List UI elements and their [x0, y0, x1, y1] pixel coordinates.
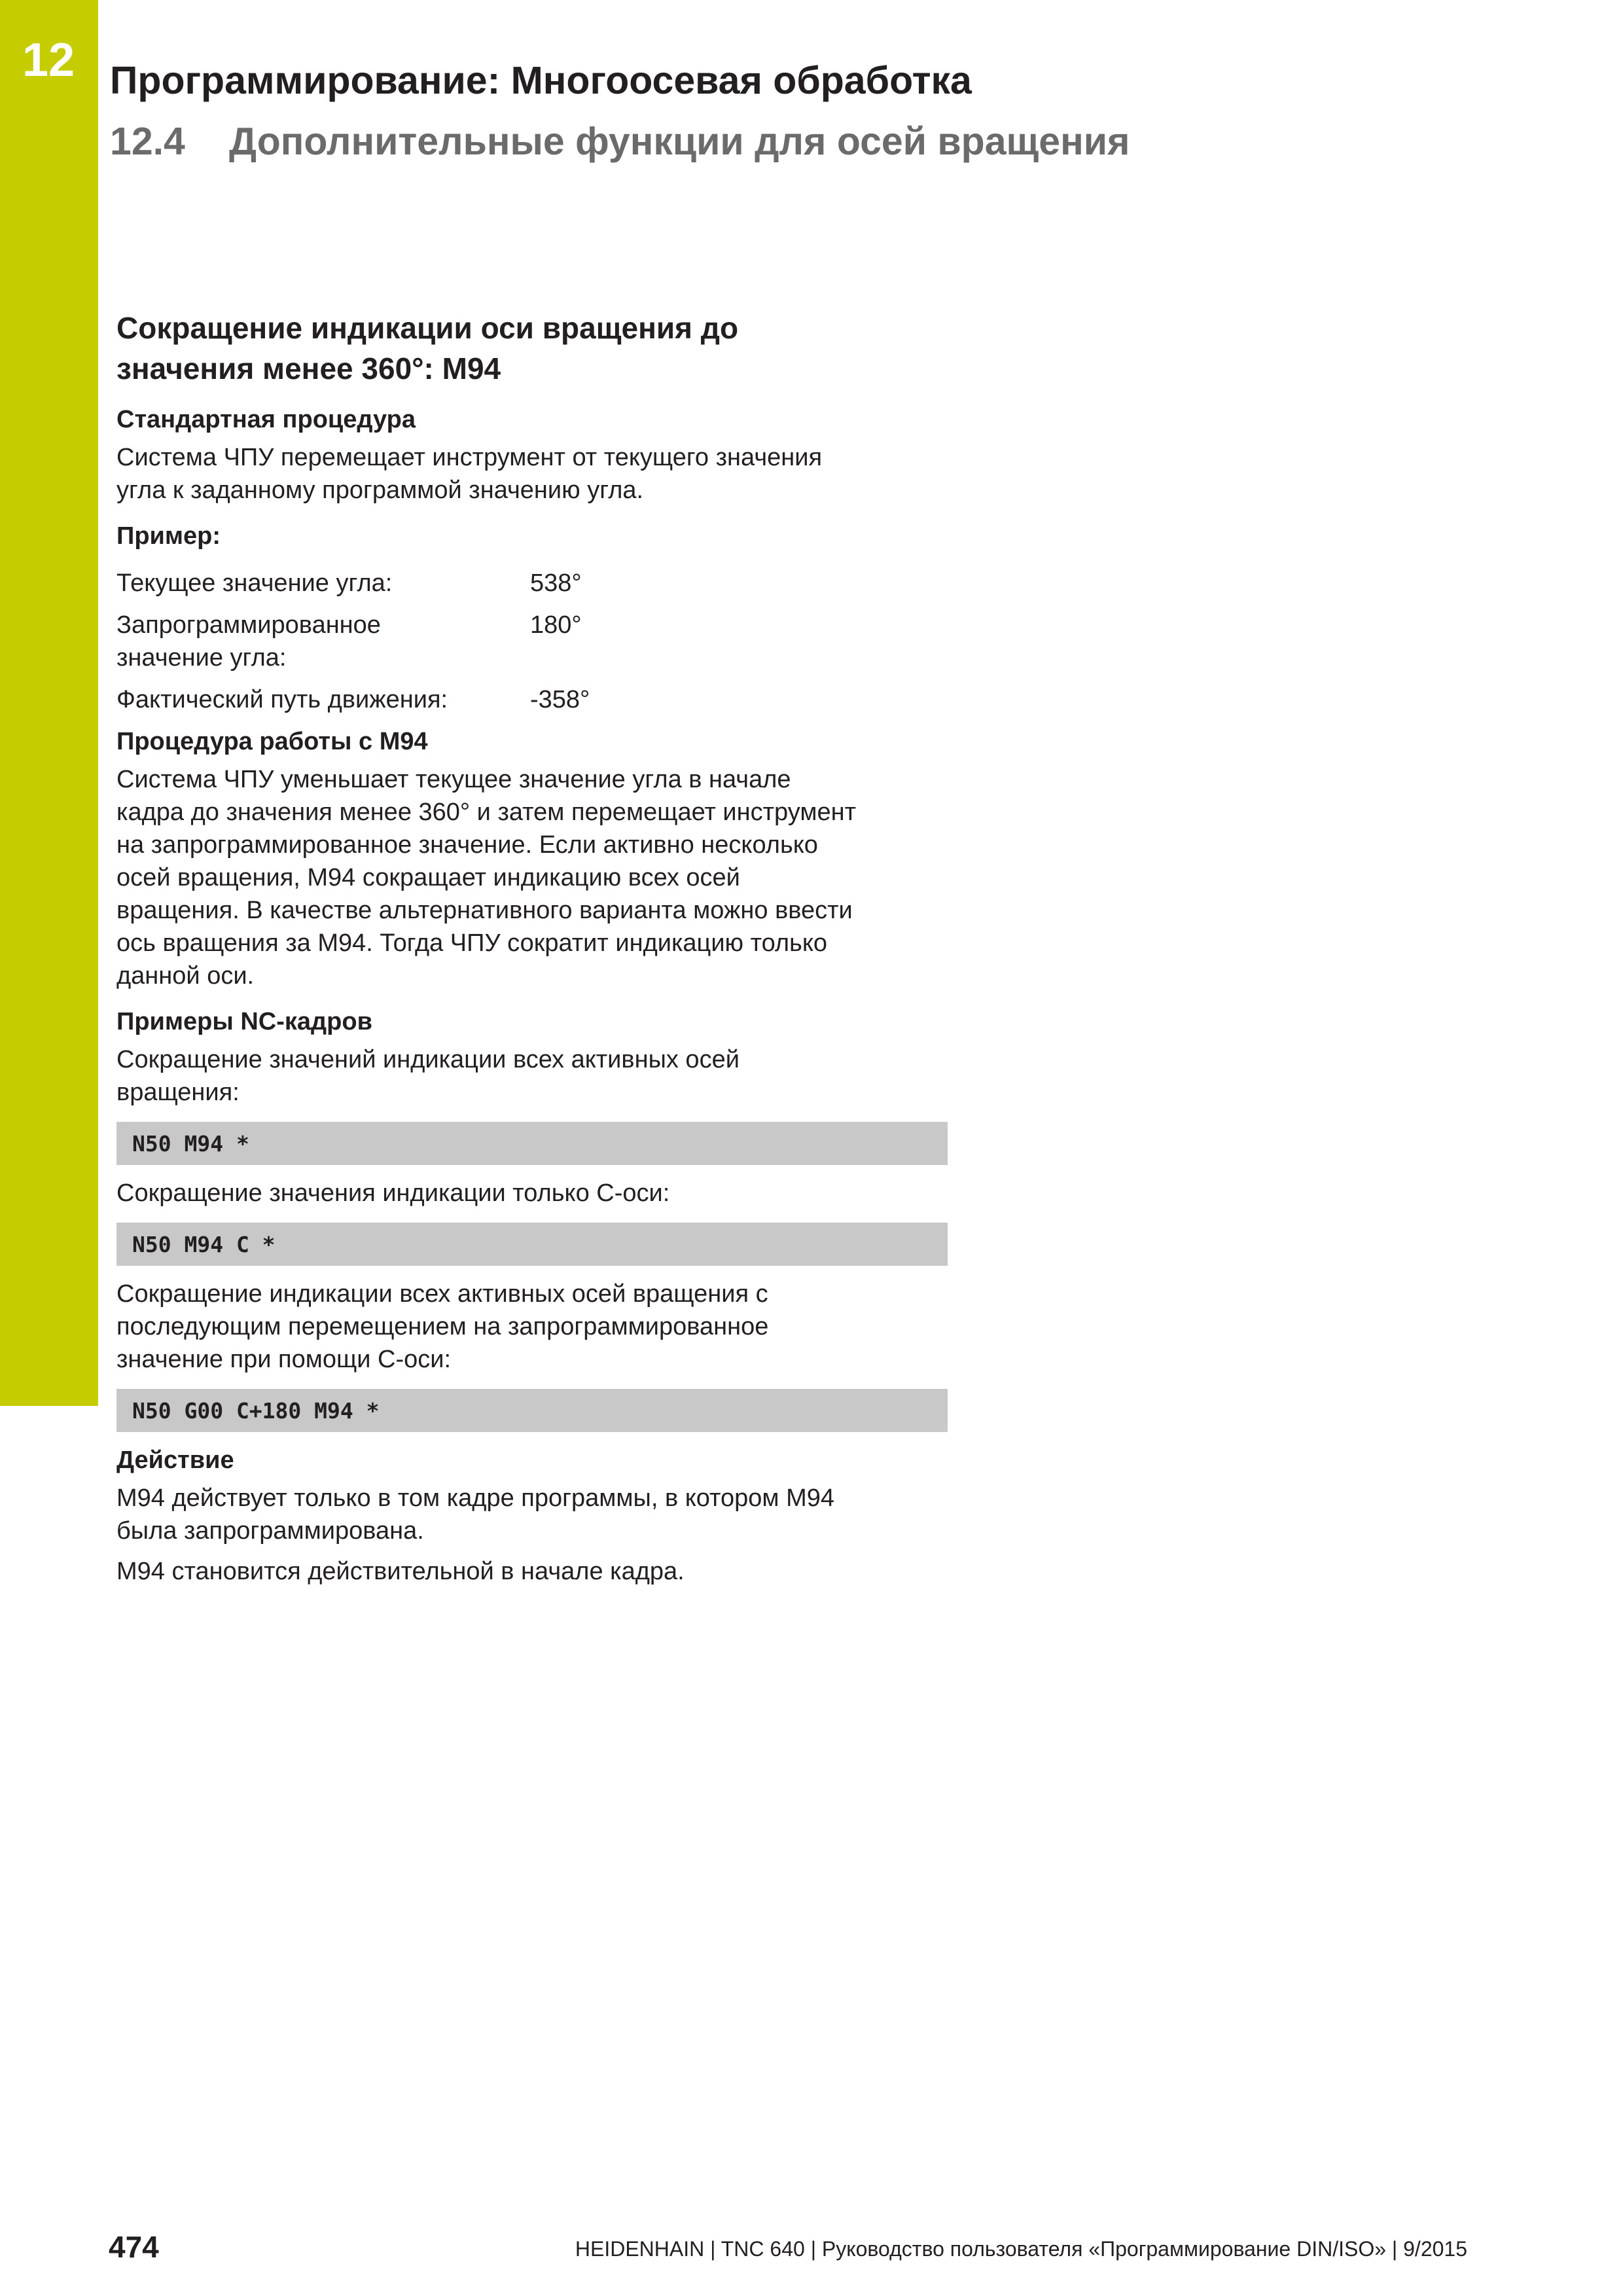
example-heading: Пример: [116, 522, 221, 550]
text-line: была запрограммирована. [116, 1517, 424, 1545]
page-number: 474 [109, 2230, 159, 2264]
nc-example-text [116, 1043, 948, 1109]
text-line: кадра до значения менее 360° и затем перемещает инструмент [116, 798, 856, 826]
example-label: Фактический путь движения: [116, 686, 448, 713]
standard-procedure-heading: Стандартная процедура [116, 406, 416, 433]
example-label-line: значение угла: [116, 644, 287, 672]
example-table [116, 567, 948, 716]
main-content [116, 308, 948, 1601]
nc-code-block: N50 G00 C+180 M94 * [116, 1389, 948, 1432]
chapter-tab-bar [0, 0, 98, 1406]
example-label [116, 609, 530, 674]
example-value: -358° [530, 686, 590, 713]
chapter-title: Программирование: Многоосевая обработка [110, 59, 972, 102]
topic-title [116, 308, 948, 389]
text-line: угла к заданному программой значению угла. [116, 476, 644, 504]
text-line: данной оси. [116, 962, 255, 990]
text-line: ось вращения за M94. Тогда ЧПУ сократит индикацию только [116, 929, 828, 957]
nc-examples-heading: Примеры NC-кадров [116, 1008, 372, 1035]
text-line: последующим перемещением на запрограммированное [116, 1313, 769, 1340]
nc-code-block: N50 M94 C * [116, 1223, 948, 1266]
example-row [116, 609, 948, 674]
section-number: 12.4 [110, 120, 185, 163]
example-value: 180° [530, 611, 582, 639]
topic-title-line: Сокращение индикации оси вращения до [116, 311, 739, 345]
nc-example-text: Сокращение значения индикации только C-оси: [116, 1179, 670, 1207]
text-line: M94 действует только в том кадре программы, в котором M94 [116, 1484, 835, 1512]
text-line: Система ЧПУ уменьшает текущее значение угла в начале [116, 766, 791, 793]
nc-example-text [116, 1278, 948, 1376]
text-line: на запрограммированное значение. Если активно несколько [116, 831, 818, 859]
example-row [116, 567, 948, 600]
text-line: Сокращение индикации всех активных осей вращения с [116, 1280, 768, 1308]
chapter-number: 12 [22, 34, 75, 86]
example-label-line: Запрограммированное [116, 611, 381, 639]
m94-procedure-text [116, 763, 948, 992]
example-value: 538° [530, 569, 582, 597]
text-line: Система ЧПУ перемещает инструмент от текущего значения [116, 444, 823, 471]
action-heading: Действие [116, 1446, 234, 1474]
topic-title-line: значения менее 360°: M94 [116, 351, 501, 386]
text-line: вращения: [116, 1079, 240, 1106]
example-label: Текущее значение угла: [116, 569, 393, 597]
m94-procedure-heading: Процедура работы с M94 [116, 728, 428, 755]
text-line: вращения. В качестве альтернативного варианта можно ввести [116, 897, 853, 924]
section-title: Дополнительные функции для осей вращения [229, 120, 1130, 163]
nc-code-block: N50 M94 * [116, 1122, 948, 1165]
action-text: M94 становится действительной в начале кадра. [116, 1558, 685, 1585]
text-line: значение при помощи C-оси: [116, 1346, 452, 1373]
section-heading [110, 118, 1130, 165]
example-row [116, 683, 948, 716]
action-text [116, 1482, 948, 1547]
text-line: Сокращение значений индикации всех активных осей [116, 1046, 740, 1073]
footer-text: HEIDENHAIN | TNC 640 | Руководство пользователя «Программирование DIN/ISO» | 9/2015 [575, 2237, 1467, 2261]
standard-procedure-text [116, 441, 948, 507]
text-line: осей вращения, M94 сокращает индикацию всех осей [116, 864, 740, 891]
